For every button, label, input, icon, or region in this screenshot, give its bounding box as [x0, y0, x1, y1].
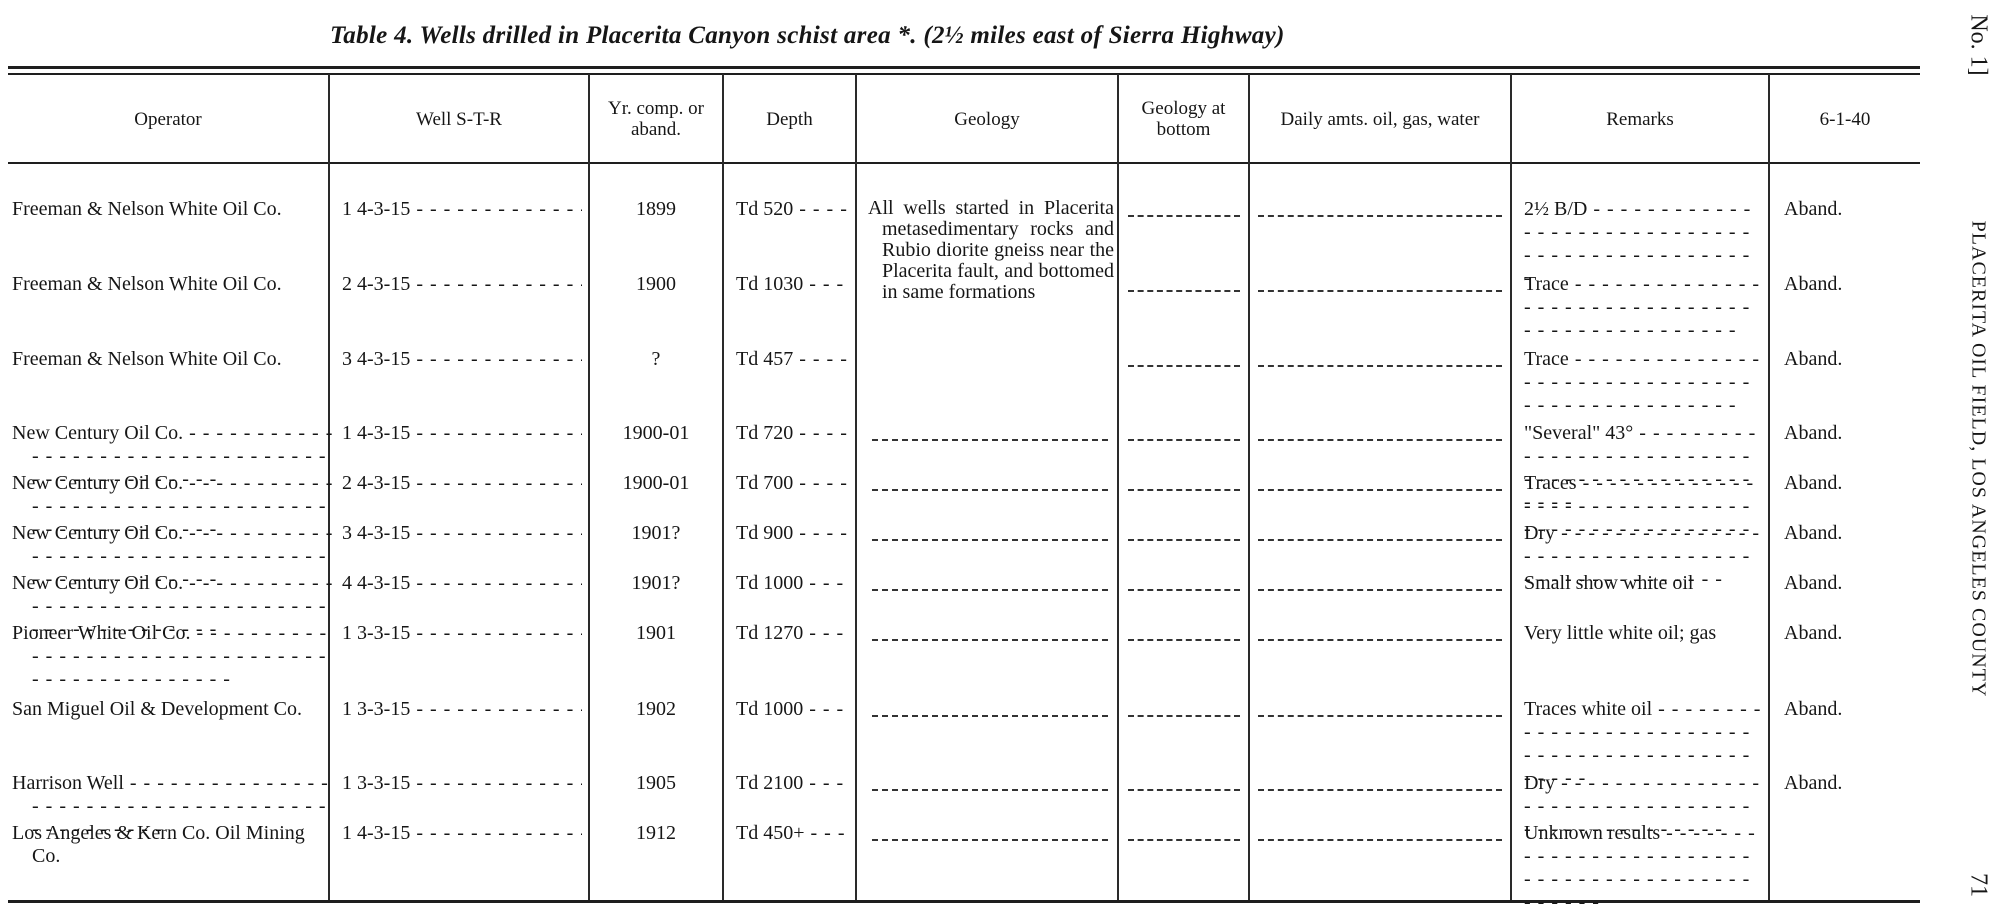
cell-well: 1 4-3-15 - - - — [342, 822, 582, 845]
cell-depth: Td 1270 - - - — [736, 622, 850, 645]
geology-note: All wells started in Placerita metasedimentary rocks and Rubio diorite gneiss near the Placerita fault, and bottomed in same formations — [868, 197, 1114, 303]
cell-operator: Harrison Well - - - — [12, 772, 338, 841]
geology-bottom-leader — [1128, 589, 1240, 591]
column-divider — [722, 74, 724, 900]
column-divider — [1768, 74, 1770, 900]
top-rule-thin — [8, 73, 1920, 75]
top-rule — [8, 66, 1920, 69]
geology-leader — [872, 489, 1108, 491]
cell-remarks: Traces white oil - - - — [1524, 698, 1762, 790]
header-operator: Operator — [134, 108, 202, 130]
cell-depth: Td 1030 - - - — [736, 273, 850, 296]
cell-operator: New Century Oil Co. - - - — [12, 572, 338, 641]
cell-well: 1 3-3-15 - - - — [342, 622, 582, 645]
daily-leader — [1258, 839, 1502, 841]
cell-well: 4 4-3-15 - - - — [342, 572, 582, 595]
geology-bottom-leader — [1128, 290, 1240, 292]
cell-operator: Freeman & Nelson White Oil Co. — [12, 273, 282, 295]
geology-bottom-leader — [1128, 439, 1240, 441]
cell-status: Aband. — [1784, 572, 1843, 594]
geology-leader — [872, 839, 1108, 841]
cell-status: Aband. — [1784, 472, 1843, 494]
cell-well: 1 4-3-15 - - - — [342, 198, 582, 221]
header-status-date: 6-1-40 — [1819, 108, 1871, 130]
header-geology: Geology — [954, 108, 1020, 130]
daily-leader — [1258, 215, 1502, 217]
column-divider — [1117, 74, 1119, 900]
daily-leader — [1258, 365, 1502, 367]
cell-remarks: Dry - - - — [1524, 772, 1762, 841]
cell-status: Aband. — [1784, 273, 1843, 295]
cell-depth: Td 457 - - - — [736, 348, 850, 371]
header-remarks: Remarks — [1606, 108, 1674, 130]
geology-bottom-leader — [1128, 365, 1240, 367]
daily-leader — [1258, 639, 1502, 641]
cell-year: 1901 — [636, 622, 676, 644]
cell-operator: New Century Oil Co. - - - — [12, 522, 338, 591]
cell-remarks: Dry - - - — [1524, 522, 1762, 591]
cell-depth: Td 1000 - - - — [736, 572, 850, 595]
cell-operator: Los Angeles & Kern Co. Oil Mining Co. — [12, 822, 305, 867]
cell-status: Aband. — [1784, 198, 1843, 220]
cell-well: 2 4-3-15 - - - — [342, 273, 582, 296]
geology-bottom-leader — [1128, 215, 1240, 217]
cell-remarks: Small show white oil — [1524, 572, 1694, 594]
cell-year: 1912 — [636, 822, 676, 844]
cell-depth: Td 900 - - - — [736, 522, 850, 545]
geology-bottom-leader — [1128, 839, 1240, 841]
cell-status: Aband. — [1784, 622, 1843, 644]
column-divider — [855, 74, 857, 900]
column-divider — [1248, 74, 1250, 900]
table-caption: Table 4. Wells drilled in Placerita Canyon schist area *. (2½ miles east of Sierra Highway) — [330, 22, 1285, 49]
cell-status: Aband. — [1784, 422, 1843, 444]
geology-leader — [872, 439, 1108, 441]
cell-depth: Td 720 - - - — [736, 422, 850, 445]
cell-remarks: "Several" 43° - - - — [1524, 422, 1762, 514]
cell-operator: New Century Oil Co. - - - — [12, 422, 338, 491]
geology-leader — [872, 639, 1108, 641]
header-well: Well S-T-R — [416, 108, 502, 130]
cell-remarks: Trace - - - — [1524, 348, 1762, 417]
header-geology-bottom: Geology at bottom — [1141, 98, 1226, 140]
daily-leader — [1258, 715, 1502, 717]
cell-year: 1901? — [631, 572, 681, 594]
column-divider — [588, 74, 590, 900]
cell-status: Aband. — [1784, 698, 1843, 720]
issue-number: No. 1] — [1965, 14, 1992, 76]
cell-status: Aband. — [1784, 522, 1843, 544]
cell-remarks: Trace - - - — [1524, 273, 1762, 342]
header-rule — [8, 162, 1920, 164]
cell-year: 1902 — [636, 698, 676, 720]
running-head: PLACERITA OIL FIELD, LOS ANGELES COUNTY — [1967, 220, 1990, 698]
header-daily: Daily amts. oil, gas, water — [1280, 108, 1480, 130]
cell-remarks: Unknown results - - - — [1524, 822, 1762, 914]
daily-leader — [1258, 439, 1502, 441]
cell-depth: Td 700 - - - — [736, 472, 850, 495]
daily-leader — [1258, 539, 1502, 541]
cell-depth: Td 1000 - - - — [736, 698, 850, 721]
daily-leader — [1258, 789, 1502, 791]
cell-operator: Pioneer White Oil Co. - - - — [12, 622, 338, 691]
cell-year: 1901? — [631, 522, 681, 544]
daily-leader — [1258, 290, 1502, 292]
cell-well: 3 4-3-15 - - - — [342, 522, 582, 545]
cell-operator: San Miguel Oil & Development Co. — [12, 698, 302, 720]
cell-well: 2 4-3-15 - - - — [342, 472, 582, 495]
cell-year: 1900-01 — [622, 422, 690, 444]
cell-status: Aband. — [1784, 772, 1843, 794]
cell-operator: Freeman & Nelson White Oil Co. — [12, 198, 282, 220]
geology-bottom-leader — [1128, 489, 1240, 491]
cell-depth: Td 450+ - - - — [736, 822, 850, 845]
cell-year: 1905 — [636, 772, 676, 794]
cell-year: 1900 — [636, 273, 676, 295]
cell-year: ? — [651, 348, 661, 370]
cell-depth: Td 2100 - - - — [736, 772, 850, 795]
cell-remarks: Traces - - - — [1524, 472, 1762, 541]
geology-bottom-leader — [1128, 639, 1240, 641]
geology-leader — [872, 589, 1108, 591]
geology-bottom-leader — [1128, 715, 1240, 717]
cell-year: 1899 — [636, 198, 676, 220]
geology-bottom-leader — [1128, 539, 1240, 541]
cell-operator: New Century Oil Co. - - - — [12, 472, 338, 541]
cell-operator: Freeman & Nelson White Oil Co. — [12, 348, 282, 370]
cell-well: 3 4-3-15 - - - — [342, 348, 582, 371]
column-divider — [1510, 74, 1512, 900]
header-depth: Depth — [766, 108, 813, 130]
geology-leader — [872, 715, 1108, 717]
page-number: 71 — [1965, 873, 1992, 897]
geology-leader — [872, 789, 1108, 791]
cell-remarks: Very little white oil; gas — [1524, 622, 1717, 644]
cell-depth: Td 520 - - - — [736, 198, 850, 221]
cell-well: 1 3-3-15 - - - — [342, 772, 582, 795]
geology-bottom-leader — [1128, 789, 1240, 791]
geology-leader — [872, 539, 1108, 541]
cell-remarks: 2½ B/D - - - — [1524, 198, 1762, 290]
cell-well: 1 3-3-15 - - - — [342, 698, 582, 721]
daily-leader — [1258, 489, 1502, 491]
daily-leader — [1258, 589, 1502, 591]
cell-status: Aband. — [1784, 348, 1843, 370]
cell-year: 1900-01 — [622, 472, 690, 494]
cell-well: 1 4-3-15 - - - — [342, 422, 582, 445]
header-year: Yr. comp. or aband. — [607, 98, 705, 140]
